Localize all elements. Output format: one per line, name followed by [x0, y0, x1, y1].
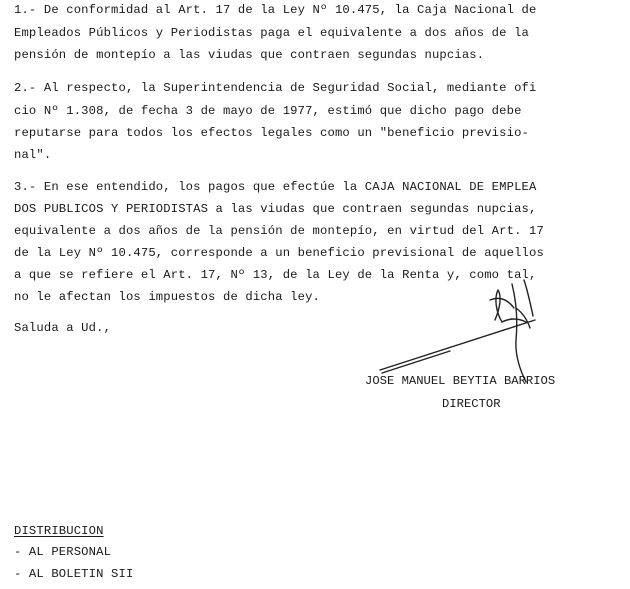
paragraph-1-line-3: pensión de montepío a las viudas que contraen segundas nupcias. [14, 48, 485, 62]
paragraph-3-line-1: 3.- En ese entendido, los pagos que efectúe la CAJA NACIONAL DE EMPLEA [14, 180, 537, 194]
paragraph-3-line-5: a que se refiere el Art. 17, Nº 13, de la Ley de la Renta y, como tal, [14, 268, 537, 282]
signatory-title: DIRECTOR [442, 397, 501, 411]
paragraph-2-line-4: nal". [14, 148, 52, 162]
paragraph-3-line-6: no le afectan los impuestos de dicha ley. [14, 290, 321, 304]
handwritten-signature [330, 278, 570, 388]
paragraph-3-line-4: de la Ley Nº 10.475, corresponde a un beneficio previsional de aquellos [14, 246, 544, 260]
distribution-item: - AL PERSONAL [14, 545, 112, 559]
signatory-name: JOSE MANUEL BEYTIA BARRIOS [365, 374, 556, 388]
closing-salutation: Saluda a Ud., [14, 321, 112, 335]
distribution-item: - AL BOLETIN SII [14, 567, 134, 581]
paragraph-1-line-2: Empleados Públicos y Periodistas paga el equivalente a dos años de la [14, 26, 529, 40]
paragraph-2-line-2: cio Nº 1.308, de fecha 3 de mayo de 1977, estimó que dicho pago debe [14, 104, 522, 118]
paragraph-1-line-1: 1.- De conformidad al Art. 17 de la Ley Nº 10.475, la Caja Nacional de [14, 3, 537, 17]
paragraph-3-line-2: DOS PUBLICOS Y PERIODISTAS a las viudas que contraen segundas nupcias, [14, 202, 537, 216]
paragraph-3-line-3: equivalente a dos años de la pensión de montepío, en virtud del Art. 17 [14, 224, 544, 238]
paragraph-2-line-1: 2.- Al respecto, la Superintendencia de Seguridad Social, mediante ofi [14, 81, 537, 95]
paragraph-2-line-3: reputarse para todos los efectos legales como un "beneficio previsio- [14, 126, 529, 140]
distribution-heading: DISTRIBUCION [14, 524, 104, 538]
